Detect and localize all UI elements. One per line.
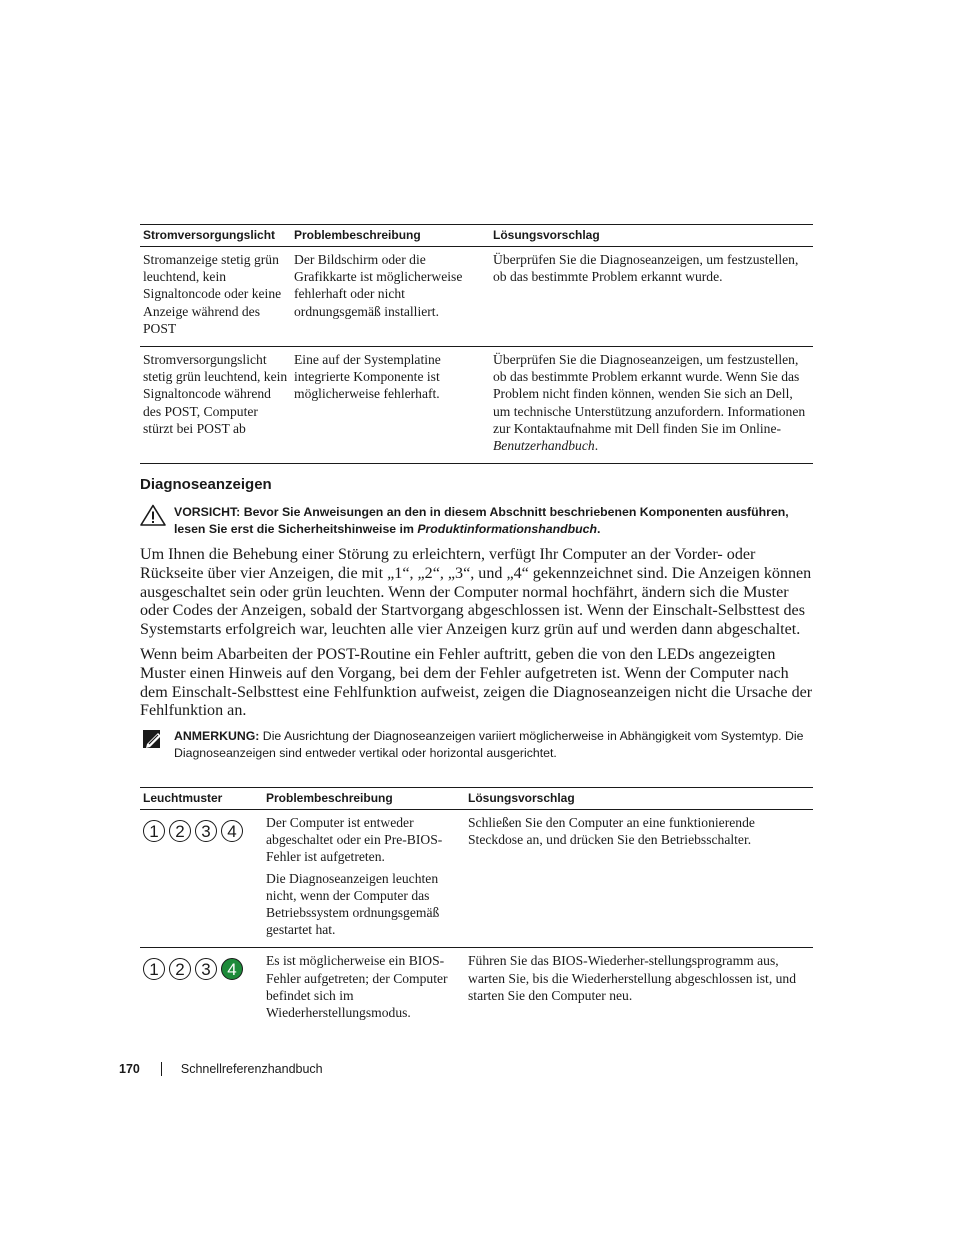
manual-reference: Benutzerhandbuch xyxy=(493,438,595,454)
light-cell: Stromanzeige stetig grün leuchtend, kein Signaltoncode oder keine Anzeige während des POST xyxy=(140,247,291,347)
led-pattern-cell xyxy=(140,810,263,948)
problem-cell: Es ist möglicherweise ein BIOS-Fehler aufgetreten; der Computer befindet sich im Wiederherstellungsmodus. xyxy=(266,953,448,1021)
page-footer xyxy=(119,1062,323,1076)
caution-body: Bevor Sie Anweisungen an den in diesem Abschnitt beschriebenen Komponenten ausführen, lesen Sie erst die Sicherheitshinweise im xyxy=(174,505,789,536)
led-2-off: 2 xyxy=(169,958,191,980)
note-label: ANMERKUNG: xyxy=(174,729,260,743)
column-header: Lösungsvorschlag xyxy=(490,225,813,247)
solution-cell: Überprüfen Sie die Diagnoseanzeigen, um festzustellen, ob das bestimmte Problem erkannt wurde. xyxy=(490,247,813,347)
solution-cell: Schließen Sie den Computer an eine funktionierende Steckdose an, und drücken Sie den Betriebsschalter. xyxy=(465,810,813,948)
column-header: Leuchtmuster xyxy=(140,788,263,810)
caution-end: . xyxy=(596,522,601,536)
table-header-row xyxy=(140,225,813,247)
table-row xyxy=(140,810,813,948)
body-paragraph: Um Ihnen die Behebung einer Störung zu erleichtern, verfügt Ihr Computer an der Vorder- oder Rückseite über vier Anzeigen, die mit „1“, „2“, „3“, und „4“ gekennzeichnet sind. Die Anzeigen können ausgeschaltet sein oder grün leuchten. Wenn der Computer normal hochfährt, ändern sich die Muster oder Codes der Anzeigen, sobald der Startvorgang abgeschlossen ist. Wenn der Einschalt-Selbsttest des Systemstarts erfolgreich war, leuchten alle vier Anzeigen kurz grün auf und werden dann abgeschaltet. xyxy=(140,546,812,639)
solution-cell xyxy=(490,347,813,464)
body-paragraph: Wenn beim Abarbeiten der POST-Routine ein Fehler auftritt, geben die von den LEDs angezeigten Muster einen Hinweis auf den Vorgang, bei dem der Fehler aufgetreten ist. Wenn der Computer nach dem Einschalt-Selbsttest eine Fehlfunktion aufweist, zeigen die Diagnoseanzeigen nicht die Ursache der Fehlfunktion an. xyxy=(140,646,813,720)
note-notice xyxy=(140,728,813,762)
pencil-note-icon xyxy=(140,728,166,750)
column-header: Stromversorgungslicht xyxy=(140,225,291,247)
led-pattern-cell xyxy=(140,948,263,1030)
led-3-off: 3 xyxy=(195,958,217,980)
led-pattern xyxy=(143,814,260,842)
document-title: Schnellreferenzhandbuch xyxy=(180,1062,323,1076)
solution-text: Überprüfen Sie die Diagnoseanzeigen, um festzustellen, ob das bestimmte Problem erkannt wurde. Wenn Sie das Problem nicht finden können, wenden Sie sich an Dell, um technische Unterstützung anzufordern. Informationen zur Kontaktaufnahme mit Dell finden Sie im Online- xyxy=(493,352,806,436)
led-pattern xyxy=(143,952,260,980)
diagnostic-light-table xyxy=(140,787,813,1030)
problem-cell: Eine auf der Systemplatine integrierte Komponente ist möglicherweise fehlerhaft. xyxy=(291,347,490,464)
problem-text: Die Diagnoseanzeigen leuchten nicht, wenn der Computer das Betriebssystem ordnungsgemäß gestartet hat. xyxy=(266,870,440,938)
note-text xyxy=(174,728,813,762)
power-light-table xyxy=(140,224,813,464)
led-3-off: 3 xyxy=(195,820,217,842)
section-heading: Diagnoseanzeigen xyxy=(140,476,272,493)
solution-end: . xyxy=(594,438,599,454)
page-number: 170 xyxy=(119,1062,140,1076)
note-body: Die Ausrichtung der Diagnoseanzeigen variiert möglicherweise in Abhängigkeit vom Systemtyp. Die Diagnoseanzeigen sind entweder vertikal oder horizontal ausgerichtet. xyxy=(174,729,804,760)
caution-text xyxy=(174,504,813,538)
caution-label: VORSICHT: xyxy=(174,505,241,519)
column-header: Problembeschreibung xyxy=(263,788,465,810)
table-row xyxy=(140,948,813,1030)
led-2-off: 2 xyxy=(169,820,191,842)
led-1-off: 1 xyxy=(143,820,165,842)
warning-triangle-icon xyxy=(140,504,166,526)
caution-notice xyxy=(140,504,813,538)
table-row xyxy=(140,247,813,347)
problem-cell xyxy=(263,810,465,948)
column-header: Problembeschreibung xyxy=(291,225,490,247)
problem-text: Der Computer ist entweder abgeschaltet oder ein Pre-BIOS-Fehler ist aufgetreten. xyxy=(266,815,443,865)
problem-cell: Der Bildschirm oder die Grafikkarte ist möglicherweise fehlerhaft oder nicht ordnungsgemäß installiert. xyxy=(291,247,490,347)
solution-cell: Führen Sie das BIOS-Wiederher-stellungsprogramm aus, warten Sie, bis die Wiederherstellung abgeschlossen ist, und starten Sie den Computer neu. xyxy=(468,953,797,1003)
light-cell: Stromversorgungslicht stetig grün leuchtend, kein Signaltoncode während des POST, Computer stürzt bei POST ab xyxy=(140,347,291,464)
table-header-row xyxy=(140,788,813,810)
column-header: Lösungsvorschlag xyxy=(465,788,813,810)
led-4-off: 4 xyxy=(221,820,243,842)
led-1-off: 1 xyxy=(143,958,165,980)
led-4-on-green: 4 xyxy=(221,958,243,980)
table-row xyxy=(140,347,813,464)
footer-divider xyxy=(161,1062,162,1076)
caution-reference: Produktinformationshandbuch xyxy=(417,522,597,536)
